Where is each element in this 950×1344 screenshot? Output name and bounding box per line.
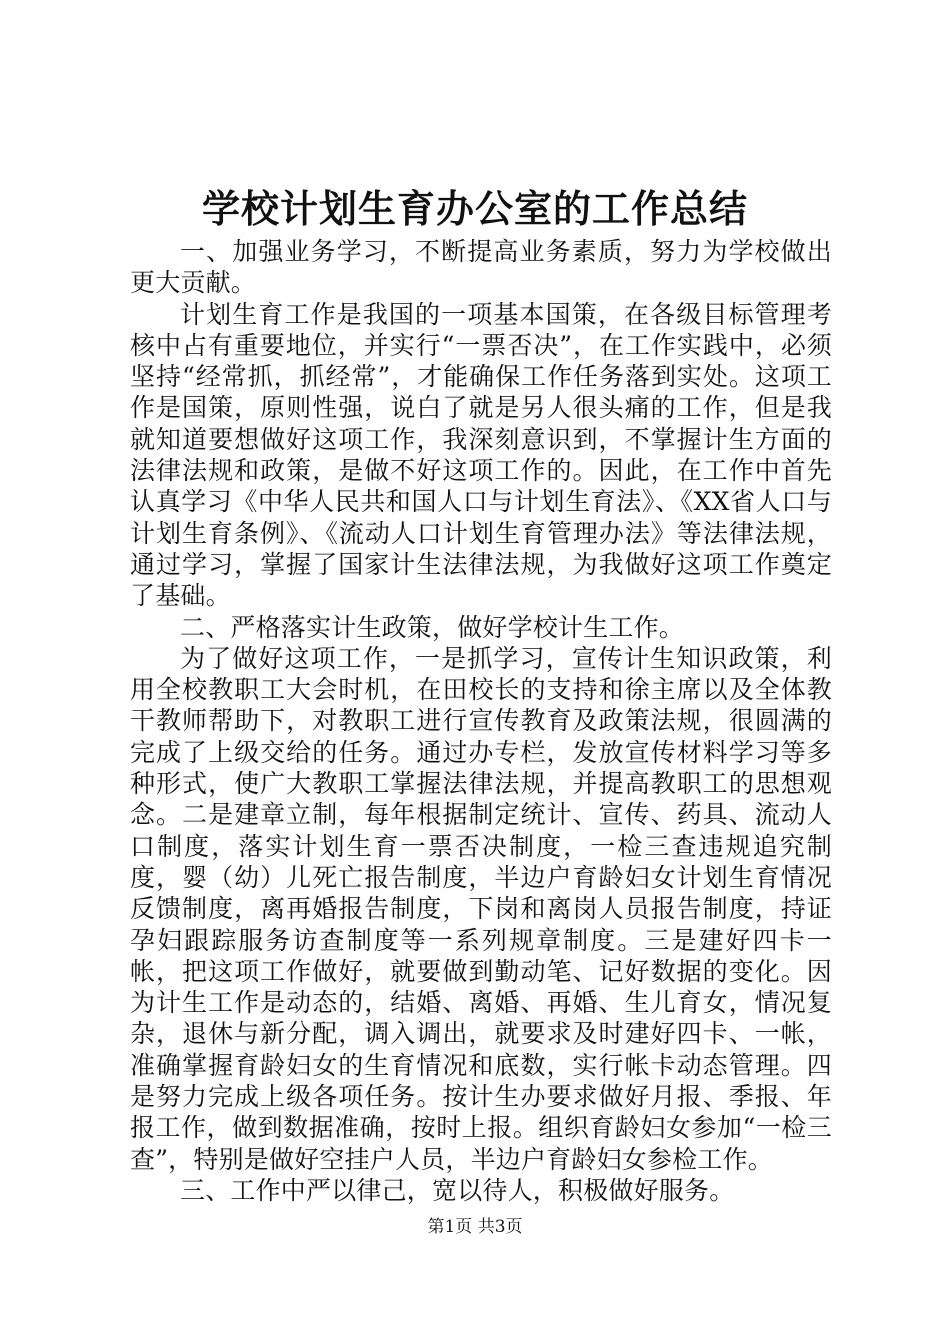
document-title: 学校计划生育办公室的工作总结 xyxy=(201,186,748,231)
paragraph-body-1: 计划生育工作是我国的一项基本国策，在各级目标管理考核中占有重要地位，并实行“一票否决”，在工作实践中，必须坚持“经常抓，抓经常”，才能确保工作任务落到实处。这项工作是国策，原则性强，说白了就是另人很头痛的工作，但是我就知道要想做好这项工作，我深刻意识到，不掌握计生方面的法律法规和政策，是做不好这项工作的。因此，在工作中首先认真学习《中华人民共和国人口与计划生育法》、《XX省人口与计划生育条例》、《流动人口计划生育管理办法》等法律法规，通过学习，掌握了国家计生法律法规，为我做好这项工作奠定了基础。 xyxy=(130,299,832,611)
page-number-footer: 第1页 共3页 xyxy=(427,1217,523,1237)
paragraph-heading-2: 二、严格落实计生政策，做好学校计生工作。 xyxy=(180,612,685,642)
paragraph-heading-1: 一、加强业务学习，不断提高业务素质，努力为学校做出更大贡献。 xyxy=(130,237,832,298)
paragraph-heading-3: 三、工作中严以律己，宽以待人，积极做好服务。 xyxy=(180,1175,735,1205)
paragraph-body-2: 为了做好这项工作，一是抓学习，宣传计生知识政策，利用全校教职工大会时机，在田校长的支持和徐主席以及全体教干教师帮助下，对教职工进行宣传教育及政策法规，很圆满的完成了上级交给的任务。通过办专栏，发放宣传材料学习等多种形式，使广大教职工掌握法律法规，并提高教职工的思想观念。二是建章立制，每年根据制定统计、宣传、药具、流动人口制度，落实计划生育一票否决制度，一检三查违规追究制度，婴（幼）儿死亡报告制度，半边户育龄妇女计划生育情况反馈制度，离再婚报告制度，下岗和离岗人员报告制度，持证孕妇跟踪服务访查制度等一系列规章制度。三是建好四卡一帐，把这项工作做好，就要做到勤动笔、记好数据的变化。因为计生工作是动态的，结婚、离婚、再婚、生儿育女，情况复杂，退休与新分配，调入调出，就要求及时建好四卡、一帐，准确掌握育龄妇女的生育情况和底数，实行帐卡动态管理。四是努力完成上级各项任务。按计生办要求做好月报、季报、年报工作，做到数据准确，按时上报。组织育龄妇女参加“一检三查”，特别是做好空挂户人员，半边户育龄妇女参检工作。 xyxy=(130,643,832,1174)
document-body xyxy=(130,236,832,1206)
